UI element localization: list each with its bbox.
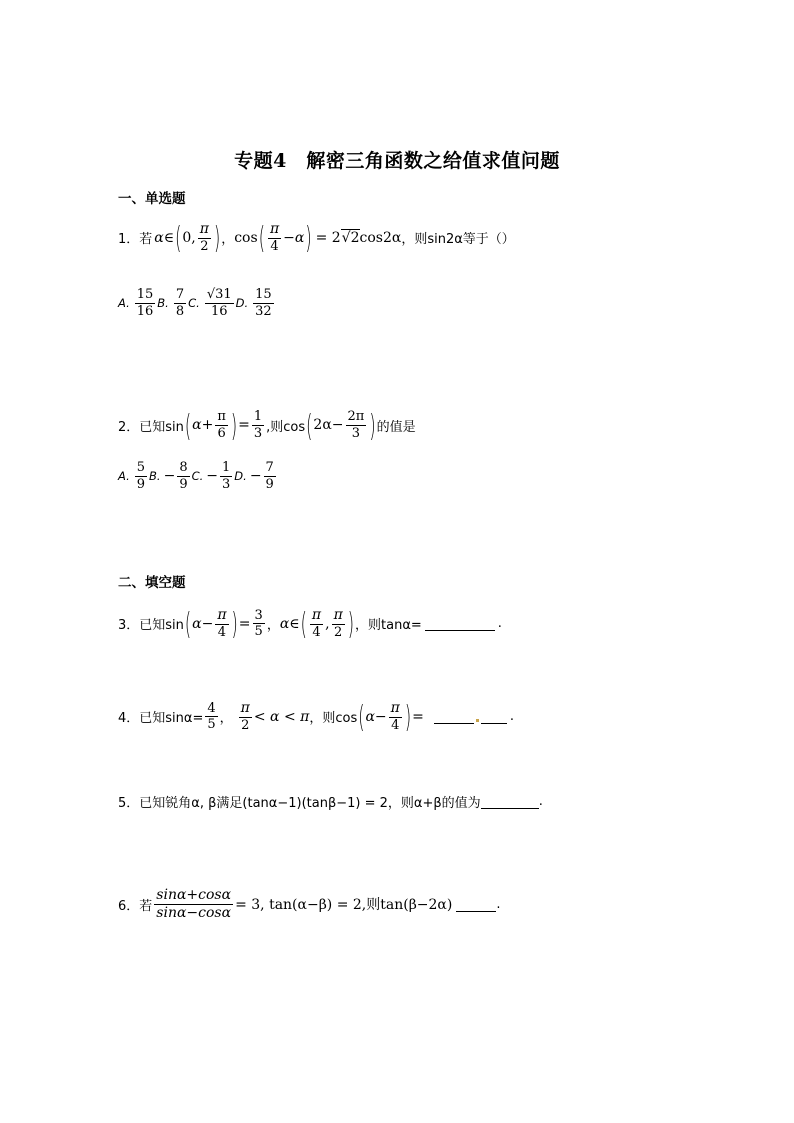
math-text: = 3, tan(α−β) = 2,则tan(β−2α) (235, 897, 453, 914)
question-text: 若 (139, 232, 153, 248)
fraction (215, 608, 228, 639)
math-text: cos2α (359, 229, 402, 246)
math-text: < α < π (253, 708, 310, 725)
math-text: 2α− (313, 417, 344, 434)
question-1 (118, 219, 515, 256)
math-variable: α (154, 229, 164, 246)
denominator: 5 (207, 717, 216, 733)
numerator: 3 (254, 607, 263, 623)
numerator: 5 (136, 460, 146, 475)
denominator: 2 (200, 238, 209, 254)
question-5 (118, 792, 543, 811)
question-text: ，则cos (309, 711, 358, 727)
numerator: 8 (179, 460, 188, 475)
question-end: . (509, 709, 514, 725)
denominator: 16 (210, 303, 228, 319)
option-c[interactable] (205, 288, 234, 318)
denominator: 4 (217, 624, 227, 640)
option-label: C. (191, 469, 204, 484)
separator: ， (266, 618, 280, 634)
answer-blank[interactable] (425, 616, 495, 631)
question-text: 已知锐角α, β满足(tanα−1)(tanβ−1) = 2，则α+β的值为 (139, 796, 481, 811)
answer-blank[interactable] (456, 897, 496, 912)
left-paren: ( (184, 407, 192, 444)
question-text: 已知sinα= (139, 711, 204, 727)
right-paren: ) (231, 605, 238, 642)
right-paren: ) (347, 605, 355, 642)
radicand: 2 (350, 230, 360, 247)
numerator: 4 (207, 700, 216, 716)
question-text: ,则cos (266, 419, 306, 435)
option-label: D. (235, 296, 249, 311)
numerator: 1 (222, 460, 231, 475)
mark-dot (476, 719, 479, 722)
denominator: 4 (312, 624, 321, 640)
numerator: π (217, 607, 227, 623)
option-label: B. (149, 469, 161, 484)
question-text: 已知sin (139, 618, 184, 634)
question-text: ，则tanα= (355, 618, 422, 634)
denominator: 9 (136, 476, 146, 492)
fraction (346, 410, 367, 440)
numerator: π (199, 221, 209, 237)
section-single-choice: 一、单选题 (118, 191, 186, 207)
option-sign: − (249, 468, 262, 485)
question-6 (118, 888, 501, 920)
option-sign: − (163, 468, 176, 485)
question-number: 1． (118, 232, 140, 248)
denominator: 5 (254, 624, 263, 640)
question-text: 已知sin (139, 419, 184, 435)
math-text: 0, (182, 229, 196, 246)
fraction (268, 222, 281, 253)
denominator: 2 (334, 624, 343, 640)
math-text: α− (192, 615, 214, 632)
numerator: π (240, 700, 250, 716)
answer-blank[interactable] (434, 709, 507, 724)
option-label: A. (118, 469, 130, 484)
option-label: A. (118, 296, 130, 311)
denominator: 4 (391, 717, 400, 733)
fraction (215, 410, 228, 440)
option-a[interactable] (135, 461, 147, 491)
question-end: . (538, 794, 543, 809)
denominator: 32 (255, 303, 272, 319)
question-text: 若 (139, 898, 153, 914)
denominator: 16 (136, 303, 154, 319)
option-b[interactable] (174, 288, 186, 318)
denominator: 9 (179, 476, 188, 492)
right-paren: ) (230, 407, 238, 444)
question-number: 2． (118, 419, 140, 435)
option-sign: − (206, 468, 219, 485)
math-text: −α (283, 229, 305, 246)
numerator: √31 (206, 287, 232, 302)
math-text: = (412, 708, 424, 725)
fraction (205, 702, 217, 732)
math-symbol: ∈ (163, 229, 175, 246)
numerator: sinα+cosα (156, 887, 232, 903)
option-label: C. (188, 296, 200, 311)
option-d[interactable] (264, 461, 276, 491)
question-4 (118, 698, 514, 735)
left-paren: ( (175, 219, 182, 256)
option-d[interactable] (253, 288, 274, 318)
question-number: 6． (118, 898, 140, 914)
denominator: 3 (222, 476, 231, 492)
denominator: 2 (241, 717, 250, 733)
denominator: 4 (270, 238, 279, 254)
fraction (198, 222, 211, 253)
left-paren: ( (306, 407, 313, 444)
sqrt-radicand: √2 (341, 230, 360, 247)
numerator: 15 (136, 287, 154, 302)
option-c[interactable] (220, 461, 232, 491)
math-text: α+ (192, 417, 214, 434)
math-text: , (325, 615, 330, 632)
left-paren: ( (258, 219, 265, 256)
left-paren: ( (300, 605, 307, 642)
question-number: 3． (118, 618, 140, 634)
right-paren: ) (404, 698, 412, 735)
question-2 (118, 407, 416, 444)
page-title: 专题4 解密三角函数之给值求值问题 (234, 150, 560, 172)
denominator: 9 (265, 476, 274, 492)
right-paren: ) (305, 219, 312, 256)
numerator: π (269, 221, 280, 237)
denominator: 6 (217, 425, 226, 441)
fraction (389, 701, 402, 732)
math-text: = (238, 417, 250, 434)
math-text: = 2 (315, 229, 341, 246)
question-tail: ，则sin2α等于（） (401, 232, 515, 248)
right-paren: ) (213, 219, 221, 256)
numerator: π (311, 607, 322, 623)
math-func: cos (234, 229, 258, 246)
numerator: 2π (347, 409, 365, 424)
fraction (310, 608, 323, 639)
fraction (239, 701, 252, 732)
question-end: . (496, 896, 501, 912)
option-label: D. (234, 469, 247, 484)
numerator: 7 (175, 287, 185, 302)
question-tail: 的值是 (376, 419, 416, 435)
section-fill-blank: 二、填空题 (118, 575, 186, 591)
fraction (252, 410, 264, 440)
option-a[interactable] (135, 288, 156, 318)
numerator: π (333, 607, 343, 623)
option-b[interactable] (177, 461, 189, 491)
denominator: 3 (253, 425, 263, 441)
separator: ， (219, 711, 233, 727)
separator: ， (221, 232, 235, 248)
question-3 (118, 605, 502, 642)
right-paren: ) (369, 407, 376, 444)
denominator: sinα−cosα (156, 904, 232, 921)
fraction (253, 609, 265, 639)
question-number: 4． (118, 711, 140, 727)
numerator: 15 (255, 287, 272, 302)
fraction (332, 608, 345, 639)
answer-blank[interactable] (481, 794, 539, 809)
left-paren: ( (184, 605, 192, 642)
question-1-options (118, 288, 276, 318)
numerator: 1 (253, 409, 263, 424)
math-text: = (238, 615, 251, 632)
math-text: α∈ (279, 615, 300, 632)
question-number: 5． (118, 796, 140, 811)
question-2-options (118, 461, 278, 491)
fraction (154, 888, 233, 920)
denominator: 8 (175, 303, 185, 319)
numerator: π (217, 409, 226, 424)
numerator: 7 (265, 460, 274, 475)
question-end: . (497, 616, 502, 632)
option-label: B. (157, 296, 169, 311)
denominator: 3 (351, 425, 361, 441)
left-paren: ( (358, 698, 365, 735)
numerator: π (390, 700, 400, 716)
math-text: α− (365, 708, 387, 725)
